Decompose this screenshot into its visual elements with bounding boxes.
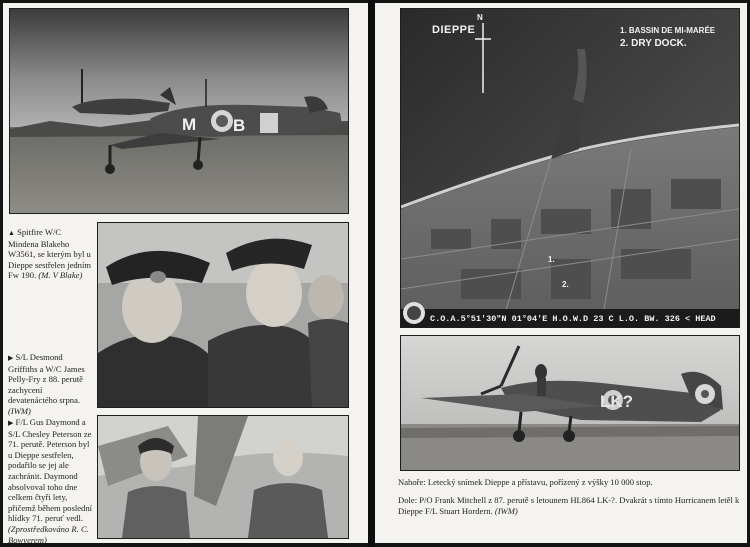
caption-hurricane-text: Dole: P/O Frank Mitchell z 87. perutě s letounem HL864 LK-?. Dvakrát s tímto Hurricanem letěl k Dieppe F/L Stuart Hordern. <box>398 495 740 516</box>
caption-daymond <box>8 417 92 545</box>
aerial-marker-2: 2. <box>562 280 569 289</box>
caption-griffiths-text: S/L Desmond Griffiths a W/C James Pelly-Fry z 88. perutě zachycení devatenáctého srpna. <box>8 352 85 406</box>
caption-aerial-top: Nahoře: Letecký snímek Dieppe a přístavu, pořízený z výšky 10 000 stop. <box>398 477 653 487</box>
spitfire-photo <box>9 8 349 214</box>
hurricane-photo <box>400 335 740 471</box>
aircraft-code-right: B <box>233 116 246 135</box>
aerial-legend-2: 2. DRY DOCK. <box>620 38 687 49</box>
aerial-marker-1: 1. <box>548 255 555 264</box>
book-gutter <box>368 0 375 547</box>
caption-daymond-credit: (Zprostředkováno R. C. Bowyerem) <box>8 523 89 545</box>
caption-griffiths-credit: (IWM) <box>8 405 31 416</box>
aerial-photo-dieppe <box>400 8 740 328</box>
caption-spitfire-credit: (M. V Blake) <box>38 270 83 281</box>
caption-arrow-right-icon: ▶ <box>8 354 14 362</box>
caption-spitfire <box>8 227 92 281</box>
hurricane-code: LK? <box>600 392 634 411</box>
caption-spitfire-text: Spitfire W/C Mindena Blakeho W3561, se kterým byl u Dieppe sestřelen jedním Fw 190. <box>8 227 92 281</box>
caption-hurricane-bottom <box>398 495 740 517</box>
caption-daymond-text: F/L Gus Daymond a S/L Chesley Peterson ze 71. perutě. Peterson byl u Dieppe sestřelen, podařilo se jej ale zachránit. Daymond absolvoval toho dne celkem čtyři lety, přičemž během poslední hlídky 71. peruť vedl. <box>8 417 92 524</box>
aircraft-code-left: M <box>182 115 197 134</box>
aerial-place-label: DIEPPE <box>432 24 476 36</box>
north-label: N <box>477 13 483 22</box>
caption-hurricane-credit: (IWM) <box>494 505 518 516</box>
pilots-photo <box>97 415 349 539</box>
caption-griffiths <box>8 352 92 417</box>
aerial-legend-1: 1. BASSIN DE MI-MARÉE <box>620 26 716 35</box>
caption-arrow-right-icon: ▶ <box>8 419 14 427</box>
aerial-info-strip: C.O.A.5°51'30"N 01°04'E H.O.W.D 23 C L.O. BW. 326 < HEAD <box>430 314 716 324</box>
caption-arrow-up-icon: ▲ <box>8 229 15 237</box>
officers-portrait-photo <box>97 222 349 408</box>
